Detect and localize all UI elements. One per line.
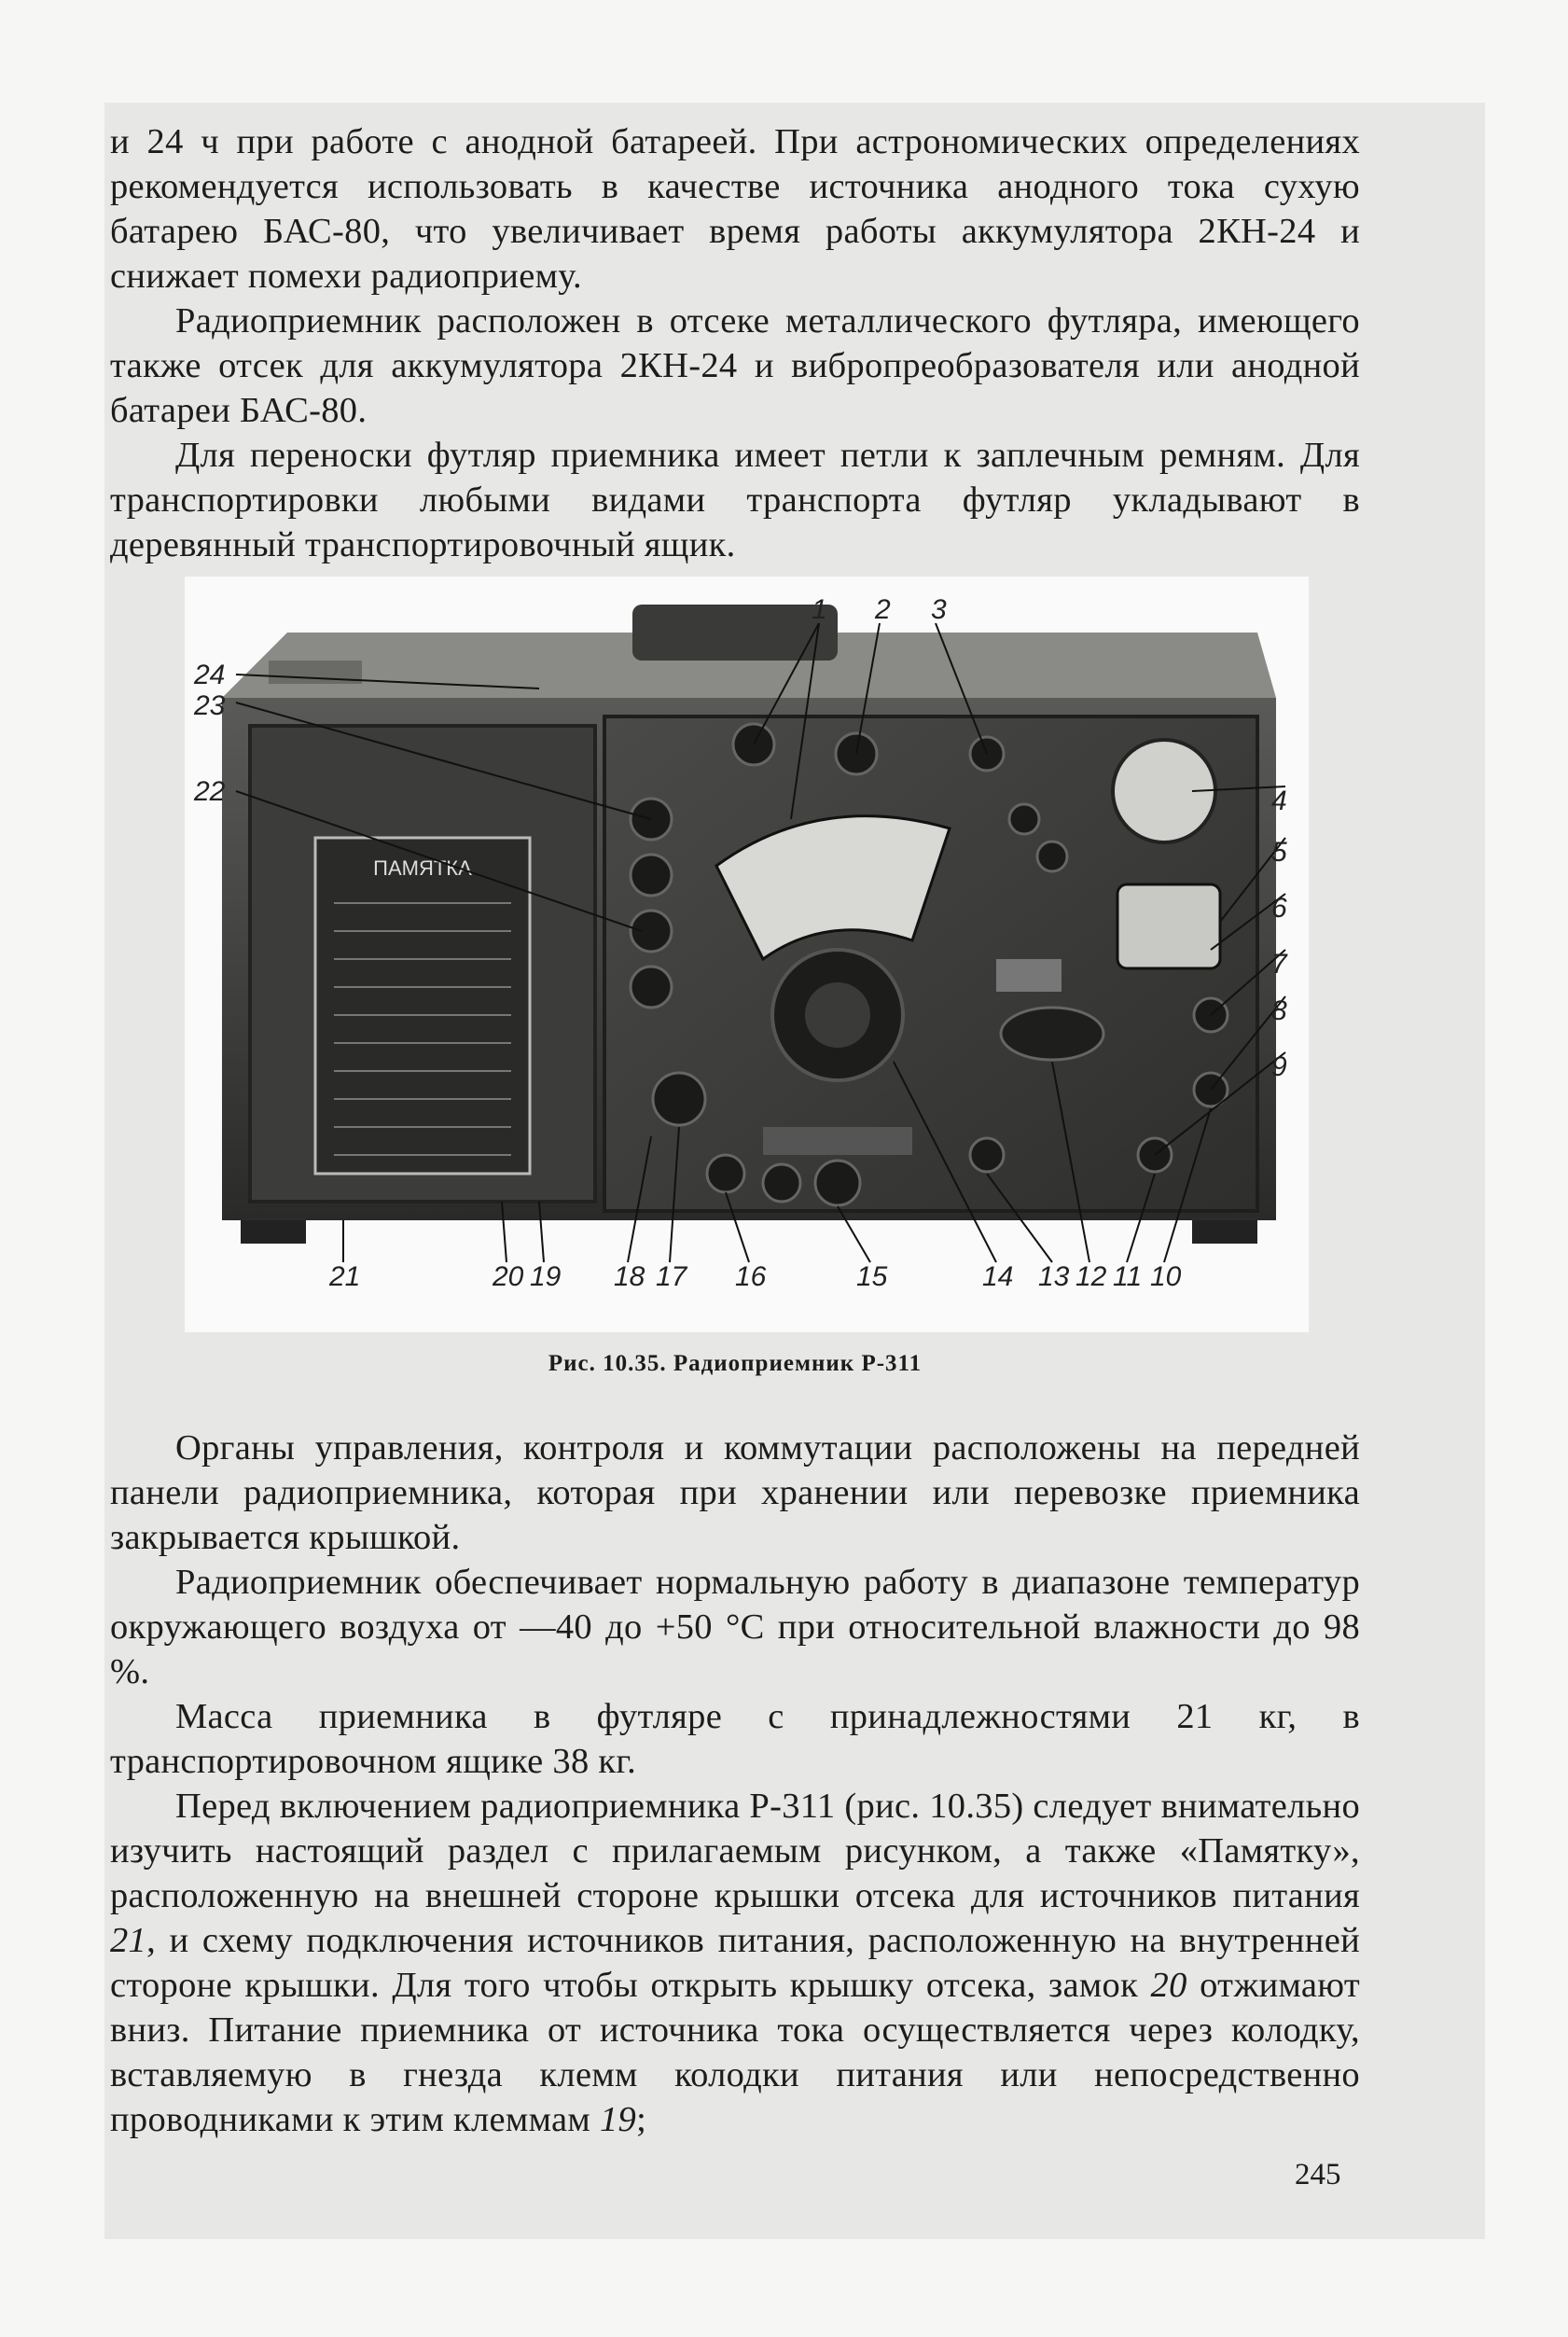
- callout-5: 5: [1271, 837, 1287, 868]
- nameplate: [996, 959, 1062, 992]
- meter: [1117, 884, 1220, 968]
- callout-2: 2: [875, 594, 891, 625]
- callout-6: 6: [1271, 893, 1287, 924]
- callout-21: 21: [329, 1261, 361, 1292]
- figure-radio-receiver: [185, 577, 1309, 1332]
- callout-9: 9: [1271, 1051, 1287, 1082]
- callout-4: 4: [1271, 786, 1287, 816]
- ref-20: 20: [1150, 1966, 1187, 2005]
- radio-receiver-photo: [185, 577, 1309, 1332]
- paragraph-7-part-1: Перед включением радиоприемника Р-311 (рис. 10.35) следует внимательно изучить настоящий раздел с прилагаемым рисунком, а также «Памятку», расположенную на внешней стороне крышки отсека для источников питания: [110, 1787, 1360, 1915]
- paragraph-3: Для переноски футляр приемника имеет петли к заплечным ремням. Для транспортировки любыми видами транспорта футляр укладывают в деревянный транспортировочный ящик.: [110, 436, 1360, 564]
- callout-23: 23: [194, 690, 226, 721]
- callout-22: 22: [194, 776, 226, 807]
- paragraph-7-part-2: , и схему подключения источников питания, расположенную на внутренней стороне крышки. Для того чтобы открыть крышку отсека, замок: [110, 1921, 1360, 2005]
- callout-24: 24: [194, 660, 226, 690]
- bottom-callouts: [328, 1261, 1182, 1292]
- callout-17: 17: [656, 1261, 687, 1292]
- paragraph-6: Масса приемника в футляре с принадлежностями 21 кг, в транспортировочном ящике 38 кг.: [110, 1697, 1360, 1781]
- callout-13: 13: [1038, 1261, 1070, 1292]
- callout-7: 7: [1271, 949, 1287, 980]
- top-text-block: [110, 119, 1360, 567]
- page-number: 245: [1295, 2158, 1341, 2191]
- callout-1: 1: [812, 594, 827, 625]
- paragraph-7: [110, 1784, 1360, 2142]
- callout-20: 20: [493, 1261, 524, 1292]
- paragraph-7-part-4: ;: [636, 2100, 647, 2139]
- paragraph-4: Органы управления, контроля и коммутации расположены на передней панели радиоприемника, которая при хранении или перевозке приемника закрывается крышкой.: [110, 1428, 1360, 1557]
- callout-14: 14: [982, 1261, 1014, 1292]
- callout-19: 19: [530, 1261, 562, 1292]
- band-switch: [1001, 1008, 1103, 1060]
- callout-3: 3: [931, 594, 947, 625]
- callout-10: 10: [1150, 1261, 1182, 1292]
- callout-16: 16: [735, 1261, 767, 1292]
- foot-left: [241, 1220, 306, 1244]
- callout-11: 11: [1113, 1261, 1143, 1292]
- paragraph-2: Радиоприемник расположен в отсеке металлического футляра, имеющего также отсек для аккумулятора 2КН-24 и вибропреобразователя или анодной батареи БАС-80.: [110, 301, 1360, 430]
- top-handle: [632, 605, 838, 661]
- paragraph-1: и 24 ч при работе с анодной батареей. При астрономических определениях рекомендуется использовать в качестве источника анодного тока сухую батарею БАС-80, что увеличивает время работы аккумулятора 2КН-24 и снижает помехи радиоприему.: [110, 122, 1360, 296]
- paragraph-5: Радиоприемник обеспечивает нормальную работу в диапазоне температур окружающего воздуха от —40 до +50 °С при относительной влажности до 98 %.: [110, 1563, 1360, 1691]
- memo-plate-label: ПАМЯТКА: [373, 856, 472, 880]
- switch-plate: [763, 1127, 912, 1155]
- callout-15: 15: [856, 1261, 888, 1292]
- ref-19: 19: [599, 2100, 637, 2139]
- callout-18: 18: [614, 1261, 645, 1292]
- figure-caption: Рис. 10.35. Радиоприемник Р-311: [548, 1351, 923, 1376]
- foot-right: [1192, 1220, 1257, 1244]
- callout-8: 8: [1271, 995, 1287, 1026]
- tuning-knob-center: [805, 982, 870, 1048]
- ref-21: 21: [110, 1921, 147, 1960]
- callout-12: 12: [1075, 1261, 1107, 1292]
- bottom-text-block: [110, 1426, 1360, 2142]
- paragraph-7-part-3: отжимают вниз. Питание приемника от источника тока осуществляется через колодку, вставляемую в гнезда клемм колодки питания или непосредственно проводниками к этим клеммам: [110, 1966, 1360, 2139]
- memo-plate: [315, 838, 530, 1174]
